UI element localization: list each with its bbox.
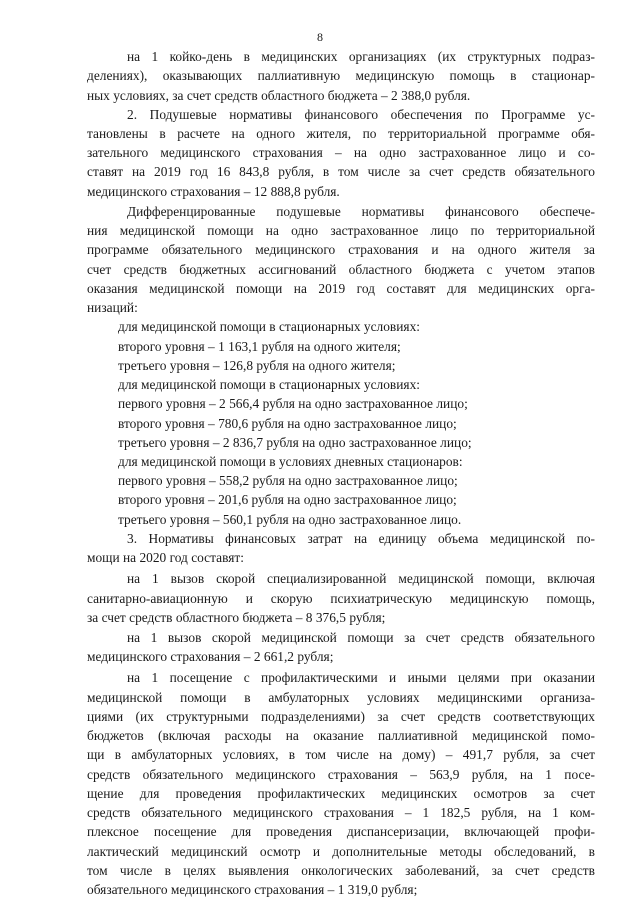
text-line: тановлены в расчете на одного жителя, по территориальной программе обя- [87,126,595,141]
text-line: медицинского страхования – 2 661,2 рубля; [87,649,334,665]
text-line: щи в амбулаторных условиях, в том числе на дому) – 491,7 рубля, за счет [87,747,595,763]
text-line: третьего уровня – 126,8 рубля на одного жителя; [118,357,396,373]
text-line: второго уровня – 1 163,1 рубля на одного жителя; [118,338,401,354]
text-line: делениях), оказывающих паллиативную медицинскую помощь в стационар- [87,68,595,84]
text-line: первого уровня – 558,2 рубля на одно застрахованное лицо; [118,473,458,489]
text-line: оказания медицинской помощи на 2019 год составят для медицинских орга- [87,280,595,296]
text-line: средств обязательного медицинского страхования – 563,9 рубля, на 1 посе- [87,766,595,782]
text-line: ния медицинской помощи на одно застрахованное лицо по территориальной [87,223,595,239]
text-line: мощи на 2020 год составят: [87,550,244,566]
text-line: на 1 вызов скорой медицинской помощи за счет средств обязательного [127,630,595,645]
text-line: третьего уровня – 2 836,7 рубля на одно застрахованное лицо; [118,434,472,450]
text-line: первого уровня – 2 566,4 рубля на одно застрахованное лицо; [118,396,468,412]
text-line: третьего уровня – 560,1 рубля на одно застрахованное лицо. [118,511,462,527]
text-line: на 1 койко-день в медицинских организациях (их структурных подраз- [127,49,595,64]
text-line: медицинского страхования – 12 888,8 рубля. [87,183,340,199]
text-line: низаций: [87,300,138,316]
text-line: на 1 посещение с профилактическими и иными целями при оказании [127,670,595,686]
text-line: на 1 вызов скорой специализированной медицинской помощи, включая [127,571,595,587]
text-line: второго уровня – 780,6 рубля на одно застрахованное лицо; [118,415,457,431]
text-line: для медицинской помощи в стационарных условиях: [118,377,420,392]
text-line: циями (их структурными подразделениями) за счет средств соответствующих [87,708,595,724]
text-line: 3. Нормативы финансовых затрат на единицу объема медицинской по- [127,530,595,546]
text-line: медицинской помощи в амбулаторных условиях медицинскими организа- [87,689,595,705]
text-line: второго уровня – 201,6 рубля на одно застрахованное лицо; [118,492,457,508]
text-line: плексное посещение для проведения диспансеризации, включающей профи- [87,824,595,840]
text-line: для медицинской помощи в стационарных условиях: [118,319,420,335]
text-line: для медицинской помощи в условиях дневных стационаров: [118,454,463,469]
text-line: ставят на 2019 год 16 843,8 рубля, в том числе за счет средств обязательного [87,164,595,180]
text-line: зательного медицинского страхования – на одно застрахованное лицо и со- [87,145,595,161]
text-line: счет средств бюджетных ассигнований областного бюджета с учетом этапов [87,261,595,277]
page-number: 8 [317,30,323,44]
text-line: щение для проведения профилактических медицинских осмотров за счет [87,785,595,801]
text-line: 2. Подушевые нормативы финансового обеспечения по Программе ус- [127,106,595,122]
text-line: санитарно-авиационную и скорую психиатрическую медицинскую помощь, [87,590,595,606]
text-line: том числе в целях выявления онкологических заболеваний, за счет средств [87,862,595,878]
text-line: программе обязательного медицинского страхования и на одного жителя за [87,242,595,258]
text-line: бюджетов (включая расходы на оказание паллиативной медицинской помо- [87,728,595,744]
text-line: средств обязательного медицинского страхования – 1 182,5 рубля, на 1 ком- [87,805,595,820]
text-line: обязательного медицинского страхования – 1 319,0 рубля; [87,882,418,897]
text-line: ных условиях, за счет средств областного бюджета – 2 388,0 рубля. [87,87,471,103]
text-line: Дифференцированные подушевые нормативы финансового обеспече- [127,203,595,219]
text-line: за счет средств областного бюджета – 8 376,5 рубля; [87,609,386,625]
text-line: лактический медицинский осмотр и дополнительные методы обследований, в [87,843,595,859]
